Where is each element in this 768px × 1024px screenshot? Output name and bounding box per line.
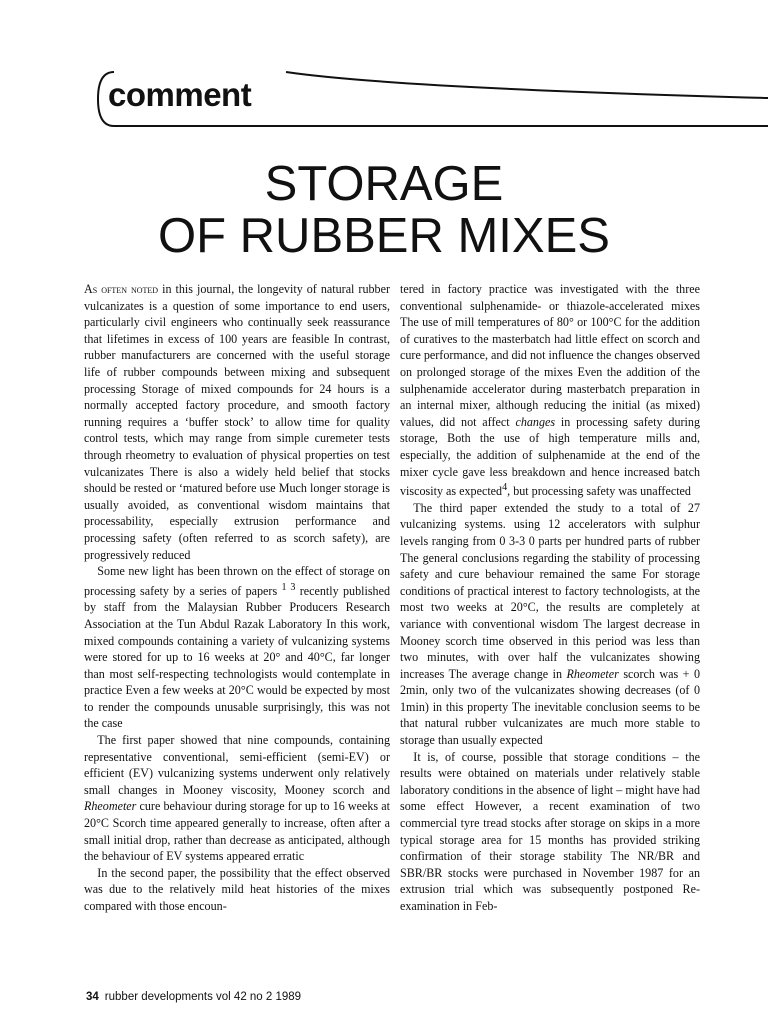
italic-term: Rheometer [84, 799, 137, 814]
paragraph-text: tered in factory practice was investigated with the three conventional sulphenamide- or thiazole-accelerated mixes The use of mill temperatures of 80° or 100°C for the addition of curatives to the masterbatch had little effect on scorch and cure performance, and did not influence the changes observed on prolonged storage of the mixes Even the addition of the sulphenamide accelerator during masterbatch preparation in an internal mixer, although reducing the initial (as mixed) values, did not affect [400, 282, 700, 429]
paragraph-text: , but processing safety was unaffected [507, 484, 691, 499]
paragraph [84, 732, 390, 865]
paragraph-text: scorch was + 0 2min, only two of the vulcanizates showing decreases (of 0 1min) in this property The inevitable conclusion seems to be that natural rubber vulcanizates are much more stable to storage than usually expected [400, 666, 700, 748]
right-column [400, 281, 700, 915]
journal-citation: rubber developments vol 42 no 2 1989 [104, 991, 302, 1003]
paragraph: It is, of course, possible that storage conditions – the results were obtained on materials under relatively stable laboratory conditions in the absence of light – might have had some effect However, a recent examination of two commercial tyre tread stocks after storage on skips in a more typical storage area for 15 months has provided striking confirmation of their storage stability The NR/BR and SBR/BR stocks were purchased in November 1987 for an extrusion trial which was subsequently postponed Re-examination in Feb- [400, 749, 700, 913]
opening-caps: As often noted [84, 282, 159, 296]
article-title-line-1: STORAGE [264, 157, 504, 211]
italic-term: Rheometer [566, 666, 619, 681]
paragraph [400, 281, 700, 500]
paragraph-text: The third paper extended the study to a total of 27 vulcanizing systems. using 12 accelerators with sulphur levels ranging from 0 3-3 0 parts per hundred parts of rubber The general conclusions regarding the stability of processing safety and cure behaviour remained the same For storage conditions of practical interest to factory technologists, at the most two weeks at 20°C, the results are completely at variance with conventional wisdom The largest decrease in Mooney scorch time observed in this period was less than two minutes, with over half the vulcanizates showing increases The average change in [400, 500, 700, 681]
paragraph-text: in this journal, the longevity of natural rubber vulcanizates is a question of some importance to end users, particularly civil engineers who continually seek reassurance that lifetimes in excess of 100 years are feasible In contrast, rubber manufacturers are concerned with the useful storage life of rubber compounds between mixing and subsequent processing Storage of mixed compounds for 24 hours is a normally accepted factory procedure, and smooth factory running requires a ‘buffer stock’ to allow time for quality control tests, which may range from simple curemeter tests through rheometry to evaluation of physical properties on test vulcanizates There is also a widely held belief that stocks should be rested or ‘matured before use Much longer storage is usually avoided, as conventional wisdom maintains that processability, especially extrusion performance and processing safety (often referred to as scorch safety), are progressively reduced [84, 282, 390, 562]
left-column [84, 281, 390, 915]
paragraph [84, 563, 390, 732]
paragraph-text: recently published by staff from the Malaysian Rubber Producers Research Association at the Tun Abdul Razak Laboratory In this work, mixed compounds containing a variety of vulcanizing systems were stored for up to 16 weeks at 20° and 40°C, far longer than most self-respecting technologists would contemplate in practice Even a few weeks at 20°C would be expected by most to render the compounds unusable surprisingly, this was not the case [84, 583, 391, 731]
italic-term: changes [515, 414, 556, 429]
paragraph-text: Some new light has been thrown on the effect of storage on processing safety by a series of papers [84, 564, 390, 598]
paragraph [84, 281, 390, 563]
paragraph-text: in processing safety during storage, Both the use of high temperature mills and, especially, the addition of sulphenamide at the end of the mixer cycle gave less breakdown and hence increased batch viscosity as expected [400, 414, 700, 499]
page-number: 34 [86, 991, 99, 1003]
reference-superscript: 1 3 [281, 581, 296, 593]
reference-superscript: 4 [502, 482, 508, 494]
paragraph-text: cure behaviour during storage for up to 16 weeks at 20°C Scorch time appeared generally to increase, often after a small initial drop, rather than decrease as anticipated, although the behaviour of EV systems appeared erratic [84, 799, 390, 864]
paragraph [400, 500, 700, 749]
article-title-line-2: OF RUBBER MIXES [158, 209, 610, 263]
paragraph: In the second paper, the possibility that the effect observed was due to the relatively mild heat histories of the mixes compared with those encoun- [84, 865, 390, 913]
section-label: comment [108, 76, 252, 113]
page-footer [86, 991, 301, 1003]
paragraph-text: The first paper showed that nine compounds, containing representative conventional, semi-efficient (semi-EV) or efficient (EV) vulcanizing systems underwent only relatively small changes in Mooney viscosity, Mooney scorch and [84, 733, 390, 797]
